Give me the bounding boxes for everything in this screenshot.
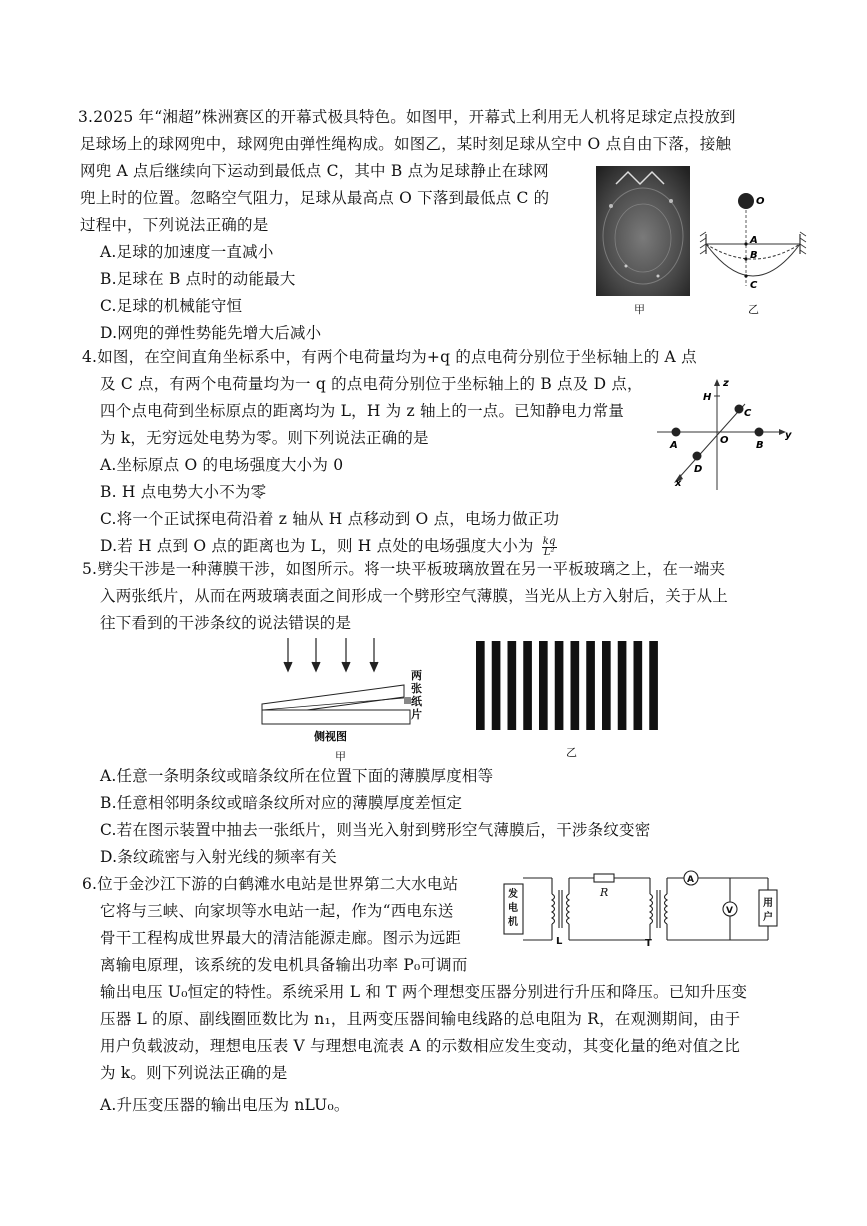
q5-option-d: D.条纹疏密与入射光线的频率有关 [100, 848, 338, 866]
q3-line-5: 过程中，下列说法正确的是 [80, 216, 269, 234]
q3-line-3: 网兜 A 点后继续向下运动到最低点 C，其中 B 点为足球静止在球网 [80, 162, 549, 180]
dark-fringe [634, 641, 643, 730]
q5-option-c: C.若在图示装置中抽去一张纸片，则当光入射到劈形空气薄膜后，干涉条纹变密 [100, 821, 651, 839]
paper-char-3: 纸 [411, 695, 422, 708]
q4-fraction-den: L² [543, 546, 555, 558]
label-c: C [744, 408, 752, 419]
dark-fringe [555, 641, 564, 730]
q4-line-2: 及 C 点，有两个电荷量均为一 q 的点电荷分别位于坐标轴上的 B 点及 D 点， [100, 375, 643, 393]
q5-fig-jia-caption: 甲 [335, 750, 346, 763]
label-x: x [675, 478, 682, 489]
q5-option-a: A.任意一条明条纹或暗条纹所在位置下面的薄膜厚度相等 [100, 767, 494, 785]
dark-fringe [602, 641, 611, 730]
label-b: B [750, 250, 758, 261]
gen-char-3: 机 [508, 917, 518, 928]
label-b: B [756, 440, 764, 451]
q6-line-6: 压器 L 的原、副线圈匝数比为 n₁，且两变压器间输电线路的总电阻为 R，在观测期间，由于 [100, 1010, 741, 1028]
dark-fringe [586, 641, 595, 730]
dark-fringe [508, 641, 517, 730]
paper-char-2: 张 [411, 682, 422, 695]
q4-fraction [542, 537, 557, 558]
q4-option-c: C.将一个正试探电荷沿着 z 轴从 H 点移动到 O 点，电场力做正功 [100, 510, 560, 528]
label-h: H [703, 392, 712, 403]
dark-fringe [571, 641, 580, 730]
dark-fringe [492, 641, 501, 730]
dark-fringe [476, 641, 485, 730]
q4-line-4: 为 k，无穷远处电势为零。则下列说法正确的是 [100, 429, 429, 447]
q6-line-1: 6.位于金沙江下游的白鹤滩水电站是世界第二大水电站 [82, 875, 459, 893]
dark-fringe [539, 641, 548, 730]
q3-fig-jia-caption: 甲 [634, 303, 645, 316]
q4-option-d [100, 535, 557, 558]
q5-line-2: 入两张纸片，从而在两玻璃表面之间形成一个劈形空气薄膜，当光从上方入射后，关于从上 [100, 587, 729, 605]
user-char-1: 用 [763, 898, 773, 909]
dark-fringe [618, 641, 627, 730]
q6-line-3: 骨干工程构成世界最大的清洁能源走廊。图示为远距 [100, 929, 462, 947]
q6-line-8: 为 k。则下列说法正确的是 [100, 1064, 288, 1082]
paper-char-1: 两 [411, 669, 422, 682]
q3-net-diagram [698, 186, 808, 298]
q3-option-a: A.足球的加速度一直减小 [100, 243, 274, 261]
q3-stadium-photo [596, 166, 690, 296]
q4-line-3: 四个点电荷到坐标原点的距离均为 L，H 为 z 轴上的一点。已知静电力常量 [100, 402, 625, 420]
q5-line-1: 5.劈尖干涉是一种薄膜干涉，如图所示。将一块平板玻璃放置在另一平板玻璃之上，在一端夹 [82, 560, 726, 578]
label-z: z [723, 378, 729, 389]
voltmeter-label: V [726, 906, 733, 916]
q5-paper-label [411, 669, 425, 721]
user-char-2: 户 [763, 912, 773, 923]
label-y: y [785, 430, 792, 441]
gen-char-2: 电 [508, 903, 518, 914]
label-o: O [720, 435, 729, 446]
q5-fig-yi-caption: 乙 [566, 746, 577, 759]
q4-coordinate-diagram [655, 376, 795, 492]
label-t: T [645, 938, 652, 948]
q3-option-b: B.足球在 B 点时的动能最大 [100, 270, 296, 288]
q6-option-a: A.升压变压器的输出电压为 nLU₀。 [100, 1096, 350, 1114]
q4-option-a: A.坐标原点 O 的电场强度大小为 0 [100, 456, 344, 474]
q3-line-1: 3.2025 年“湘超”株洲赛区的开幕式极具特色。如图甲，开幕式上利用无人机将足球定点投放到 [78, 108, 736, 126]
paper-char-4: 片 [411, 708, 422, 721]
q4-option-b: B. H 点电势大小不为零 [100, 483, 267, 501]
q5-fringe-pattern [476, 641, 665, 730]
q4-fraction-num: kq [542, 535, 556, 547]
q4-line-1: 4.如图，在空间直角坐标系中，有两个电荷量均为+q 的点电荷分别位于坐标轴上的 A 点 [82, 348, 697, 366]
label-l: L [556, 936, 563, 947]
q5-wedge-side-view [256, 636, 426, 746]
football-icon [738, 193, 754, 209]
q5-line-3: 往下看到的干涉条纹的说法错误的是 [100, 614, 352, 632]
label-c: C [750, 280, 758, 291]
gen-char-1: 发 [508, 889, 518, 900]
q3-line-4: 兜上时的位置。忽略空气阻力，足球从最高点 O 下落到最低点 C 的 [80, 189, 550, 207]
label-o: O [756, 196, 765, 207]
q6-transmission-circuit [502, 868, 784, 948]
dark-fringe [649, 641, 658, 730]
label-a: A [750, 235, 758, 246]
q3-line-2: 足球场上的球网兜中，球网兜由弹性绳构成。如图乙，某时刻足球从空中 O 点自由下落，接触 [80, 135, 732, 153]
side-view-label: 侧视图 [314, 730, 347, 743]
q6-line-4: 离输电原理，该系统的发电机具备输出功率 P₀可调而 [100, 956, 468, 974]
label-d: D [694, 464, 703, 475]
dark-fringe [523, 641, 532, 730]
resistor-label: R [600, 886, 609, 899]
q6-line-7: 用户负载波动，理想电压表 V 与理想电流表 A 的示数相应发生变动，其变化量的绝对值之比 [100, 1037, 740, 1055]
q3-option-d: D.网兜的弹性势能先增大后减小 [100, 324, 322, 342]
q3-option-c: C.足球的机械能守恒 [100, 297, 243, 315]
q6-line-5: 输出电压 U₀恒定的特性。系统采用 L 和 T 两个理想变压器分别进行升压和降压。已知升压变 [100, 983, 748, 1001]
q3-fig-yi-caption: 乙 [748, 303, 759, 316]
q5-option-b: B.任意相邻明条纹或暗条纹所对应的薄膜厚度差恒定 [100, 794, 463, 812]
q4-option-d-text: D.若 H 点到 O 点的距离也为 L，则 H 点处的电场强度大小为 [100, 537, 534, 555]
label-a: A [670, 440, 678, 451]
q6-line-2: 它将与三峡、向家坝等水电站一起，作为“西电东送 [100, 902, 454, 920]
ammeter-label: A [687, 875, 694, 885]
